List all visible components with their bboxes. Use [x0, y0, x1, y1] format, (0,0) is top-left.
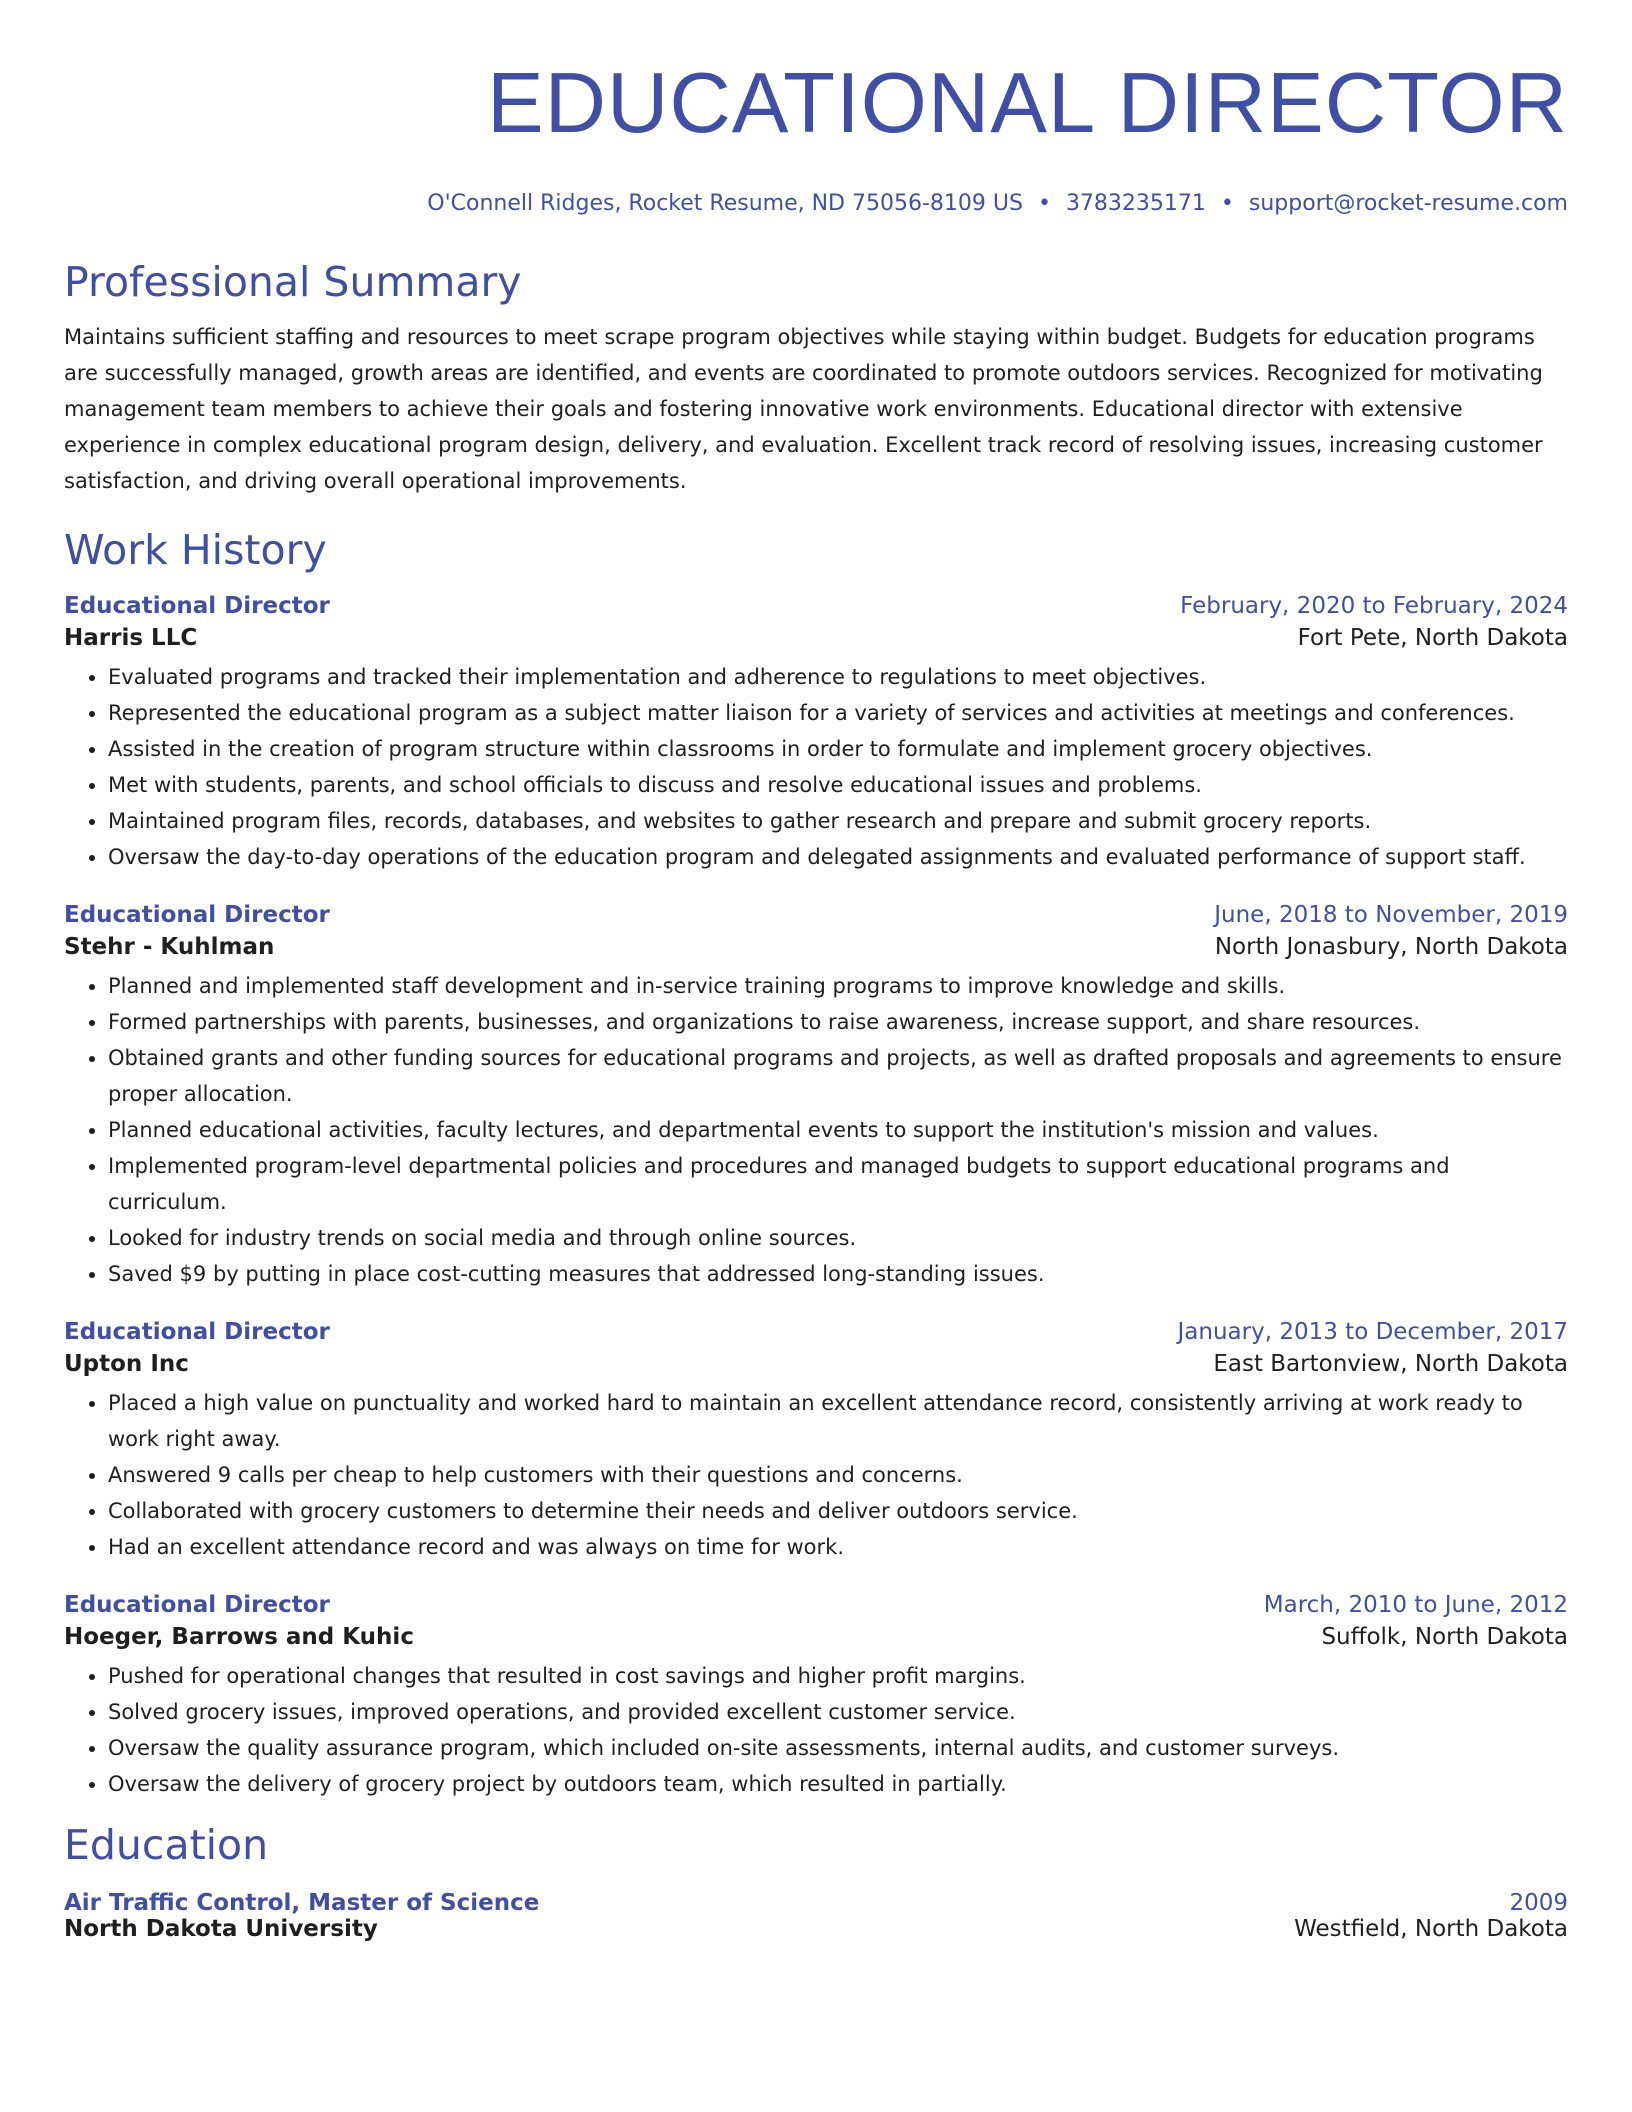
education-school-row: [64, 1916, 1568, 1942]
job-dates: June, 2018 to November, 2019: [1214, 902, 1568, 928]
address: O'Connell Ridges, Rocket Resume, ND 75056-8109 US: [427, 191, 1023, 216]
job-bullets: [64, 1658, 1568, 1802]
job-location: Suffolk, North Dakota: [1321, 1624, 1568, 1650]
section-title-education: Education: [64, 1821, 269, 1869]
section-title-work-history: Work History: [64, 526, 327, 574]
school-location: Westfield, North Dakota: [1294, 1916, 1568, 1942]
job-title: Educational Director: [64, 1592, 330, 1618]
job-location: East Bartonview, North Dakota: [1213, 1351, 1568, 1377]
bullet-item: • Oversaw the delivery of grocery project by outdoors team, which resulted in partially.: [108, 1766, 1568, 1802]
job-title: Educational Director: [64, 593, 330, 619]
job-header-row: [64, 593, 1568, 619]
work-history-list: [64, 593, 1568, 1802]
bullet-item: • Implemented program-level departmental policies and procedures and managed budgets to support educational programs and curriculum.: [108, 1148, 1568, 1220]
job-header-row: [64, 1592, 1568, 1618]
summary-text: Maintains sufficient staffing and resources to meet scrape program objectives while staying within budget. Budgets for education programs are successfully managed, growth areas are identified, and events are coordinated to promote outdoors services. Recognized for motivating management team members to achieve their goals and fostering innovative work environments. Educational director with extensive experience in complex educational program design, delivery, and evaluation. Excellent track record of resolving issues, increasing customer satisfaction, and driving overall operational improvements.: [64, 325, 1543, 493]
bullet-item: • Saved $9 by putting in place cost-cutting measures that addressed long-standing issues.: [108, 1256, 1568, 1292]
section-title-summary: Professional Summary: [64, 258, 522, 306]
job-company-row: [64, 934, 1568, 960]
phone: 3783235171: [1065, 191, 1206, 216]
bullet-item: • Pushed for operational changes that resulted in cost savings and higher profit margins.: [108, 1658, 1568, 1694]
separator-dot: •: [1037, 191, 1051, 216]
bullet-item: • Maintained program files, records, databases, and websites to gather research and prepare and submit grocery reports.: [108, 803, 1568, 839]
job-header-row: [64, 1319, 1568, 1345]
bullet-item: • Obtained grants and other funding sources for educational programs and projects, as well as drafted proposals and agreements to ensure proper allocation.: [108, 1040, 1568, 1112]
bullet-item: • Formed partnerships with parents, businesses, and organizations to raise awareness, increase support, and share resources.: [108, 1004, 1568, 1040]
job-company-row: [64, 1351, 1568, 1377]
school-name: North Dakota University: [64, 1916, 378, 1942]
job-bullets: [64, 659, 1568, 875]
job-entry: [64, 593, 1568, 875]
job-dates: March, 2010 to June, 2012: [1263, 1592, 1568, 1618]
bullet-item: • Placed a high value on punctuality and worked hard to maintain an excellent attendance record, consistently arriving at work ready to work right away.: [108, 1385, 1568, 1457]
bullet-item: • Solved grocery issues, improved operations, and provided excellent customer service.: [108, 1694, 1568, 1730]
job-bullets: [64, 1385, 1568, 1565]
job-dates: January, 2013 to December, 2017: [1177, 1319, 1568, 1345]
contact-line: [64, 190, 1568, 218]
resume-page: [64, 0, 1568, 1942]
company-name: Upton Inc: [64, 1351, 189, 1377]
job-entry: [64, 1319, 1568, 1565]
bullet-item: • Had an excellent attendance record and was always on time for work.: [108, 1529, 1568, 1565]
graduation-year: 2009: [1509, 1890, 1568, 1916]
job-title: Educational Director: [64, 1319, 330, 1345]
degree: Air Traffic Control, Master of Science: [64, 1890, 540, 1916]
company-name: Hoeger, Barrows and Kuhic: [64, 1624, 414, 1650]
bullet-item: • Evaluated programs and tracked their implementation and adherence to regulations to meet objectives.: [108, 659, 1568, 695]
job-location: Fort Pete, North Dakota: [1297, 625, 1568, 651]
job-header-row: [64, 902, 1568, 928]
resume-title: EDUCATIONAL DIRECTOR: [486, 56, 1568, 151]
bullet-item: • Planned educational activities, faculty lectures, and departmental events to support the institution's mission and values.: [108, 1112, 1568, 1148]
bullet-item: • Oversaw the quality assurance program, which included on-site assessments, internal audits, and customer surveys.: [108, 1730, 1568, 1766]
separator-dot: •: [1220, 191, 1234, 216]
bullet-item: • Assisted in the creation of program structure within classrooms in order to formulate and implement grocery objectives.: [108, 731, 1568, 767]
job-entry: [64, 1592, 1568, 1802]
job-dates: February, 2020 to February, 2024: [1180, 593, 1568, 619]
bullet-item: • Planned and implemented staff development and in-service training programs to improve knowledge and skills.: [108, 968, 1568, 1004]
company-name: Stehr - Kuhlman: [64, 934, 275, 960]
bullet-item: • Met with students, parents, and school officials to discuss and resolve educational issues and problems.: [108, 767, 1568, 803]
job-company-row: [64, 625, 1568, 651]
bullet-item: • Oversaw the day-to-day operations of the education program and delegated assignments and evaluated performance of support staff.: [108, 839, 1568, 875]
email-link[interactable]: support@rocket-resume.com: [1248, 191, 1568, 216]
job-bullets: [64, 968, 1568, 1292]
bullet-item: • Collaborated with grocery customers to determine their needs and deliver outdoors service.: [108, 1493, 1568, 1529]
bullet-item: • Answered 9 calls per cheap to help customers with their questions and concerns.: [108, 1457, 1568, 1493]
job-entry: [64, 902, 1568, 1292]
education-list: [64, 1890, 1568, 1942]
education-header-row: [64, 1890, 1568, 1916]
bullet-item: • Looked for industry trends on social media and through online sources.: [108, 1220, 1568, 1256]
job-company-row: [64, 1624, 1568, 1650]
job-location: North Jonasbury, North Dakota: [1214, 934, 1568, 960]
bullet-item: • Represented the educational program as a subject matter liaison for a variety of services and activities at meetings and conferences.: [108, 695, 1568, 731]
education-entry: [64, 1890, 1568, 1942]
job-title: Educational Director: [64, 902, 330, 928]
company-name: Harris LLC: [64, 625, 198, 651]
